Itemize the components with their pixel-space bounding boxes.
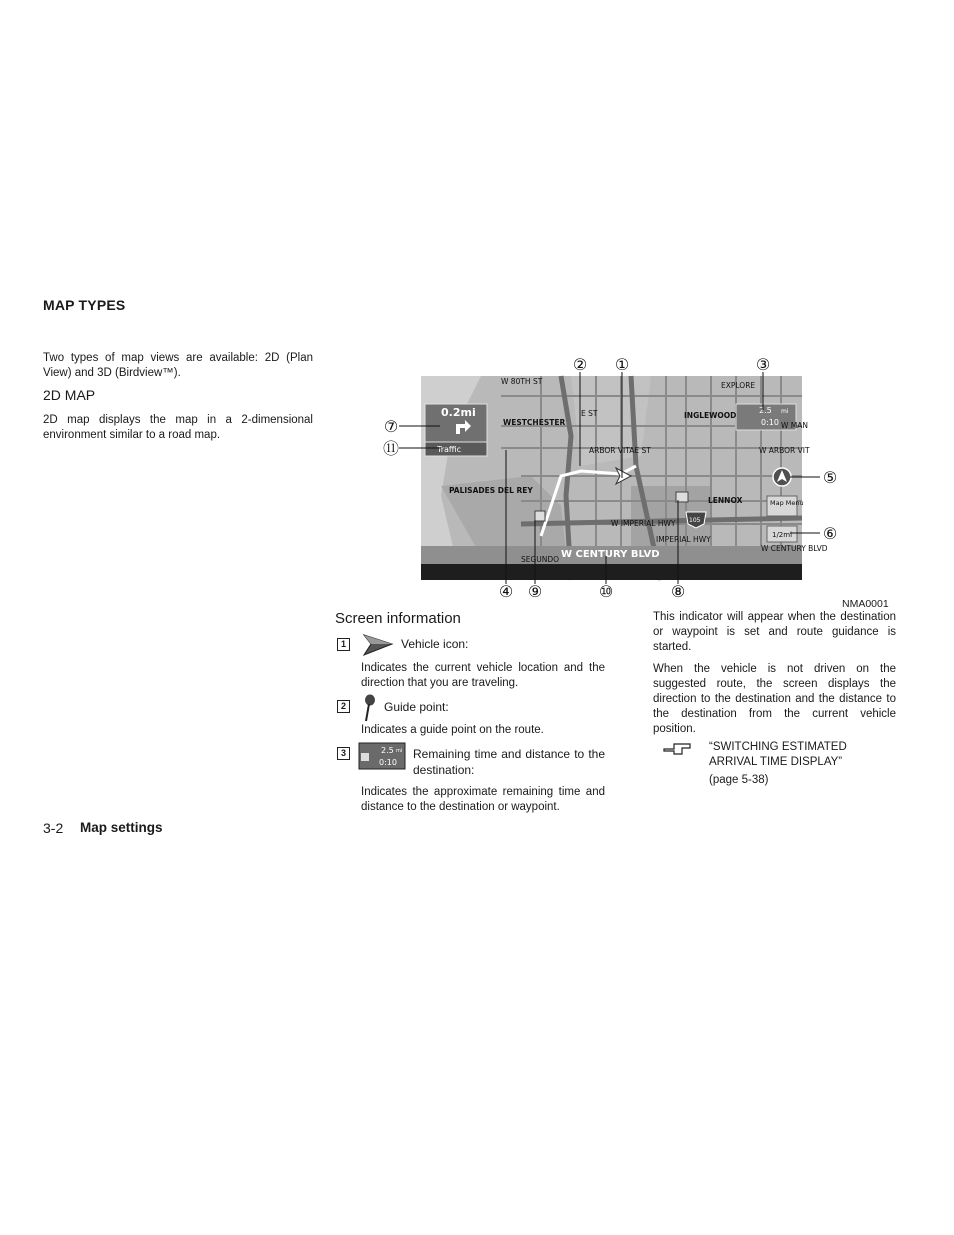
- map-label: INGLEWOOD: [684, 411, 737, 420]
- current-street-label: W CENTURY BLVD: [561, 549, 660, 560]
- callout-5: ⑤: [822, 468, 838, 487]
- section-title: MAP TYPES: [43, 297, 126, 313]
- item-number-3: 3: [337, 747, 350, 760]
- scale-button-label: 1/2mi: [772, 531, 793, 539]
- indicator-paragraph: This indicator will appear when the destination or waypoint is set and route guidance is started.: [653, 611, 896, 653]
- map-label: SEGUNDO: [521, 555, 560, 564]
- remaining-time: 0:10: [761, 418, 779, 427]
- icon-unit: mi: [396, 748, 403, 754]
- guide-point-label: Guide point:: [384, 700, 449, 714]
- vehicle-icon-description: Indicates the current vehicle location and the direction that you are traveling.: [361, 662, 605, 689]
- callout-1: ①: [614, 355, 630, 374]
- map-label: W ARBOR VIT: [759, 446, 810, 455]
- map-label: EXPLORE: [721, 381, 756, 390]
- screen-info-heading: Screen information: [335, 610, 461, 627]
- map-label: W 80TH ST: [501, 377, 543, 386]
- callout-11: ⑪: [382, 439, 400, 458]
- map-menu-button-label: Map Menu: [770, 499, 804, 507]
- callout-4: ④: [498, 582, 514, 601]
- item-number-2: 2: [337, 700, 350, 713]
- remaining-time-distance-label: Remaining time and distance to the destination:: [413, 747, 605, 777]
- map-label: W CENTURY BLVD: [761, 544, 828, 553]
- 2d-map-description: 2D map displays the map in a 2-dimensional environment similar to a road map.: [43, 414, 313, 441]
- remaining-time-distance-icon: [359, 743, 405, 769]
- callout-3: ③: [755, 355, 771, 374]
- reference-pointing-hand-icon: [662, 740, 692, 758]
- map-label: E ST: [581, 409, 598, 418]
- footer-title: Map settings: [80, 820, 163, 835]
- figure-code: NMA0001: [842, 598, 889, 610]
- guide-point-icon: [362, 694, 378, 722]
- map-label: IMPERIAL HWY: [656, 535, 711, 544]
- callout-6: ⑥: [822, 524, 838, 543]
- guide-point-description: Indicates a guide point on the route.: [361, 724, 544, 736]
- map-label: LENNOX: [708, 496, 743, 505]
- reference-link-text[interactable]: “SWITCHING ESTIMATED ARRIVAL TIME DISPLAY”: [709, 741, 847, 768]
- remaining-unit: mi: [781, 408, 789, 415]
- callout-7: ⑦: [383, 417, 399, 436]
- icon-distance: 2.5: [381, 746, 394, 755]
- intro-paragraph: Two types of map views are available: 2D (Plan View) and 3D (Birdview™).: [43, 352, 313, 379]
- icon-time: 0:10: [379, 758, 397, 767]
- off-route-paragraph: When the vehicle is not driven on the suggested route, the screen displays the direction to the destination and the distance to the destination from the current vehicle position.: [653, 663, 896, 735]
- map-label: W MAN: [781, 421, 809, 430]
- guidance-distance: 0.2mi: [441, 406, 476, 419]
- vehicle-icon: [362, 632, 394, 658]
- page-number: 3-2: [43, 820, 64, 836]
- map-label: WESTCHESTER: [503, 418, 566, 427]
- map-label: W IMPERIAL HWY: [611, 519, 676, 528]
- vehicle-icon-label: Vehicle icon:: [401, 637, 469, 651]
- item-number-1: 1: [337, 638, 350, 651]
- map-label: PALISADES DEL REY: [449, 486, 533, 495]
- reference-page: (page 5-38): [709, 774, 769, 786]
- callout-8: ⑧: [670, 582, 686, 601]
- subheading-2d-map: 2D MAP: [43, 387, 96, 403]
- remaining-distance: 2.5: [759, 406, 772, 415]
- remaining-time-distance-description: Indicates the approximate remaining time and distance to the destination or waypoint.: [361, 786, 605, 813]
- freeway-shield-label: 105: [689, 517, 701, 524]
- traffic-button-label: Traffic: [437, 445, 462, 454]
- callout-9: ⑨: [527, 582, 543, 601]
- map-label: ARBOR VITAE ST: [589, 446, 651, 455]
- callout-2: ②: [572, 355, 588, 374]
- callout-10: ⑩: [598, 582, 614, 601]
